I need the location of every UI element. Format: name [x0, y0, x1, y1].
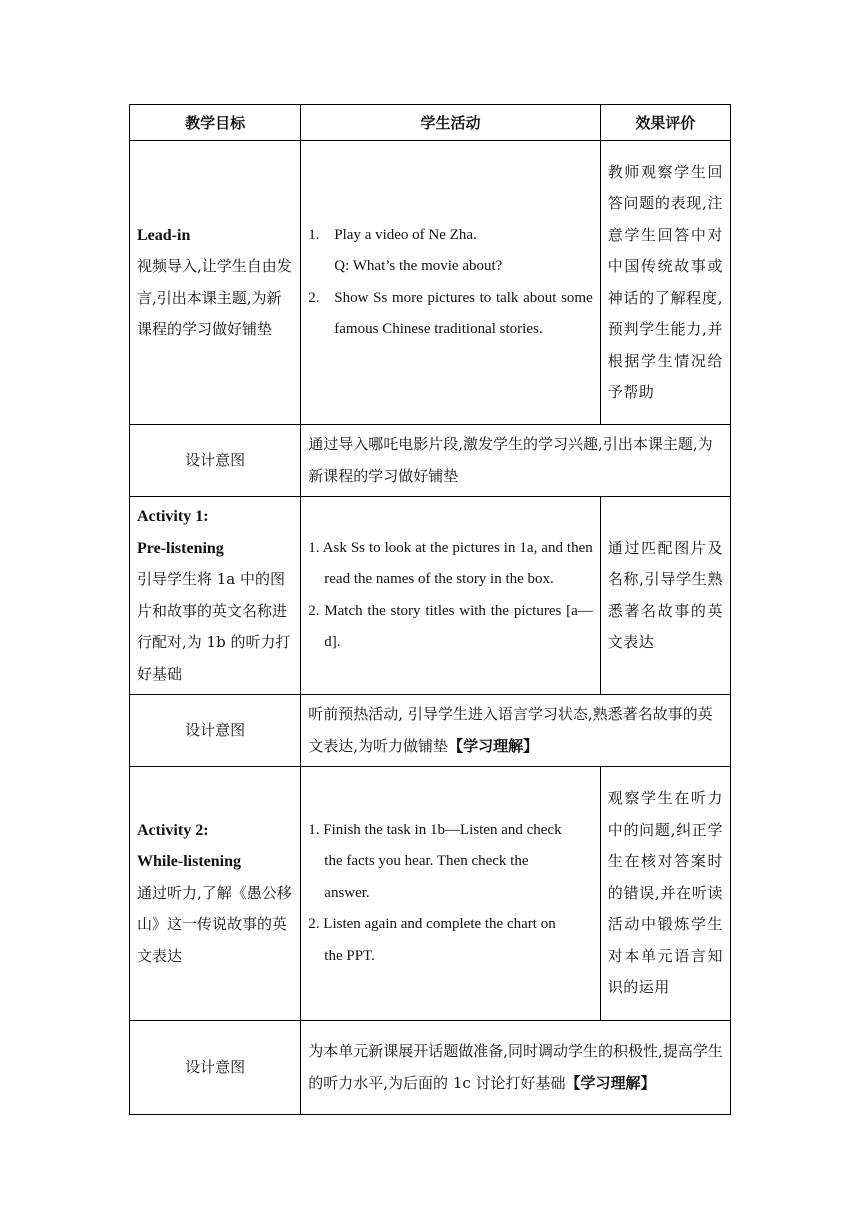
goal-title: Lead-in	[137, 226, 191, 244]
header-evaluation: 效果评价	[600, 105, 730, 141]
table-row-lead-in	[130, 141, 731, 425]
design-intent-row	[130, 1021, 731, 1115]
design-intent-text: 为本单元新课展开话题做准备,同时调动学生的积极性,提高学生的听力水平,为后面的 1c 讨论打好基础【学习理解】	[301, 1021, 731, 1115]
activity-cell	[301, 497, 600, 695]
list-item: 1. Play a video of Ne Zha.	[308, 226, 477, 243]
activity-cell	[301, 767, 600, 1021]
design-intent-text: 通过导入哪吒电影片段,激发学生的学习兴趣,引出本课主题,为新课程的学习做好铺垫	[301, 425, 731, 497]
design-intent-label: 设计意图	[130, 695, 301, 767]
design-intent-label: 设计意图	[130, 1021, 301, 1115]
table-row-activity-2	[130, 767, 731, 1021]
list-item: 1. Ask Ss to look at the pictures in 1a, and then read the names of the story in the box.	[308, 539, 593, 587]
activity-cell	[301, 141, 600, 425]
evaluation-cell: 观察学生在听力中的问题,纠正学生在核对答案时的错误,并在听读活动中锻炼学生对本单元语言知识的运用	[600, 767, 730, 1021]
header-student-activity: 学生活动	[301, 105, 600, 141]
list-item: 2. Match the story titles with the pictures [a—d].	[308, 602, 593, 650]
table-header-row	[130, 105, 731, 141]
header-teaching-goal: 教学目标	[130, 105, 301, 141]
evaluation-cell: 通过匹配图片及名称,引导学生熟悉著名故事的英文表达	[600, 497, 730, 695]
evaluation-cell: 教师观察学生回答问题的表现,注意学生回答中对中国传统故事或神话的了解程度,预判学生能力,并根据学生情况给予帮助	[600, 141, 730, 425]
list-item: 1. Finish the task in 1b—Listen and check the facts you hear. Then check the answer.	[308, 821, 562, 901]
design-intent-row	[130, 695, 731, 767]
goal-text: 引导学生将 1a 中的图片和故事的英文名称进行配对,为 1b 的听力打好基础	[137, 570, 291, 683]
list-item: Q: What’s the movie about?	[334, 258, 503, 274]
list-item: 2. Listen again and complete the chart on the PPT.	[308, 916, 556, 964]
goal-text: 通过听力,了解《愚公移山》这一传说故事的英文表达	[137, 883, 292, 965]
goal-subtitle: While-listening	[137, 853, 242, 871]
goal-cell	[130, 767, 301, 1021]
activity-list	[308, 815, 592, 973]
goal-title: Activity 1:	[137, 508, 209, 525]
goal-text: 视频导入,让学生自由发言,引出本课主题,为新课程的学习做好铺垫	[137, 257, 292, 338]
activity-list	[308, 220, 592, 346]
design-intent-tag: 【学习理解】	[448, 736, 539, 755]
lesson-plan-table	[129, 104, 731, 1115]
goal-title: Activity 2:	[137, 821, 209, 839]
goal-subtitle: Pre-listening	[137, 539, 224, 557]
design-intent-label: 设计意图	[130, 425, 301, 497]
design-intent-tag: 【学习理解】	[565, 1073, 656, 1092]
design-intent-text: 听前预热活动, 引导学生进入语言学习状态,熟悉著名故事的英文表达,为听力做铺垫【学习理解】	[301, 695, 731, 767]
design-intent-row	[130, 425, 731, 497]
list-item: 2. Show Ss more pictures to talk about some famous Chinese traditional stories.	[308, 289, 593, 337]
goal-cell	[130, 497, 301, 695]
activity-list	[308, 533, 592, 659]
goal-cell	[130, 141, 301, 425]
table-row-activity-1	[130, 497, 731, 695]
